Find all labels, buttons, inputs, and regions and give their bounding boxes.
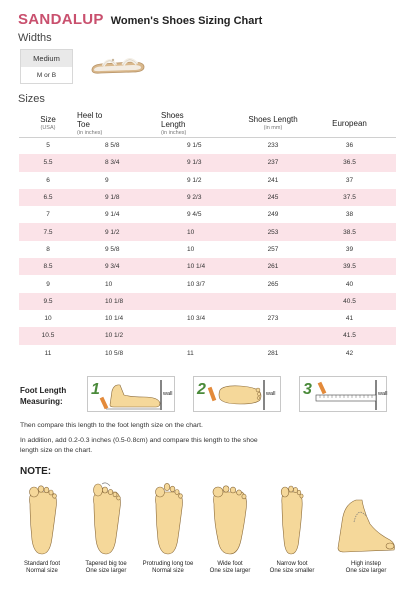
sizes-label: Sizes xyxy=(18,93,45,105)
cell-shoes-length-mm xyxy=(243,327,303,344)
cell-shoes-length-mm: 273 xyxy=(267,315,279,323)
cell-heel-to-toe: 10 1/2 xyxy=(77,327,161,344)
header-shoes-length-mm: Shoes Length (in mm) xyxy=(243,110,303,137)
wall-label: wall xyxy=(266,391,276,397)
page-title: Women's Shoes Sizing Chart xyxy=(110,15,263,27)
cell-european: 42 xyxy=(345,349,354,357)
cell-shoes-length-in: 9 2/3 xyxy=(161,189,243,206)
cell-size: 5.5 xyxy=(19,154,77,171)
cell-shoes-length-mm: 265 xyxy=(267,280,279,288)
cell-shoes-length-mm xyxy=(243,293,303,310)
narrow-foot-caption: Narrow foot One size smaller xyxy=(269,561,315,574)
cell-european: 38 xyxy=(345,211,354,219)
cell-shoes-length-mm: 253 xyxy=(243,223,303,240)
cell-heel-to-toe: 10 xyxy=(105,280,113,288)
width-option-value: M or B xyxy=(36,72,57,79)
cell-european: 40 xyxy=(345,280,354,288)
cell-heel-to-toe: 10 1/4 xyxy=(105,315,124,323)
cell-size: 7.5 xyxy=(19,223,77,240)
cell-shoes-length-in: 10 xyxy=(187,245,195,253)
cell-heel-to-toe: 9 xyxy=(105,176,109,184)
sandal-image xyxy=(89,52,147,76)
cell-size: 6.5 xyxy=(19,189,77,206)
cell-heel-to-toe: 9 1/8 xyxy=(77,189,161,206)
wide-foot-icon xyxy=(208,482,252,558)
step-number: 1 xyxy=(91,381,100,398)
cell-shoes-length-in: 10 3/4 xyxy=(187,315,206,323)
cell-european: 41.5 xyxy=(303,327,396,344)
cell-shoes-length-mm: 233 xyxy=(267,142,279,150)
widths-label: Widths xyxy=(18,32,52,44)
width-option-name: Medium xyxy=(21,50,72,67)
cell-shoes-length-in: 9 1/5 xyxy=(187,142,202,150)
cell-shoes-length-in: 9 1/2 xyxy=(187,176,202,184)
width-option-box xyxy=(20,49,73,84)
cell-shoes-length-mm: 249 xyxy=(267,211,279,219)
cell-shoes-length-mm: 241 xyxy=(267,176,279,184)
wall-label: wall xyxy=(163,391,173,397)
cell-shoes-length-in: 10 1/4 xyxy=(161,258,243,275)
table-row xyxy=(19,189,396,206)
header xyxy=(18,11,262,28)
cell-heel-to-toe: 10 1/8 xyxy=(77,293,161,310)
cell-european: 36 xyxy=(345,142,354,150)
header-heel-to-toe: Heel to Toe (in inches) xyxy=(77,110,161,137)
cell-shoes-length-mm: 261 xyxy=(243,258,303,275)
wide-foot-caption: Wide foot One size larger xyxy=(209,561,251,574)
size-table-body xyxy=(19,137,396,362)
cell-heel-to-toe: 9 1/4 xyxy=(105,211,120,219)
cell-heel-to-toe: 9 5/8 xyxy=(105,245,120,253)
long-toe-foot-icon xyxy=(148,482,188,558)
tapered-foot-caption: Tapered big toe One size larger xyxy=(85,561,127,574)
measure-step-2 xyxy=(193,376,281,412)
table-row xyxy=(19,172,396,189)
cell-size: 8 xyxy=(46,245,50,253)
cell-heel-to-toe: 9 1/2 xyxy=(77,223,161,240)
cell-heel-to-toe: 9 3/4 xyxy=(77,258,161,275)
ruler-icon xyxy=(300,377,388,413)
cell-size: 9.5 xyxy=(19,293,77,310)
cell-shoes-length-in: 10 3/7 xyxy=(187,280,206,288)
table-row xyxy=(19,154,396,171)
cell-shoes-length-in: 9 1/3 xyxy=(161,154,243,171)
measure-step-1 xyxy=(87,376,175,412)
cell-european: 36.5 xyxy=(303,154,396,171)
cell-european: 37 xyxy=(345,176,354,184)
compare-shoe-length-text: In addition, add 0.2-0.3 inches (0.5-0.8cm) and compare this length to the shoe length size on the chart. xyxy=(20,437,258,454)
wall-label: wall xyxy=(378,391,388,397)
cell-heel-to-toe: 10 5/8 xyxy=(105,349,124,357)
table-row xyxy=(19,223,396,240)
table-row xyxy=(19,258,396,275)
table-row xyxy=(19,293,396,310)
table-row xyxy=(19,275,396,292)
header-shoes-length-in: Shoes Length (in inches) xyxy=(161,110,243,137)
table-row xyxy=(19,241,396,258)
cell-size: 5 xyxy=(46,142,50,150)
measure-step-3 xyxy=(299,376,387,412)
high-instep-caption: High instep One size larger xyxy=(345,561,387,574)
table-row xyxy=(19,327,396,344)
table-row xyxy=(19,310,396,327)
standard-foot-icon xyxy=(22,482,62,558)
table-header-row xyxy=(19,110,396,137)
header-size: Size (USA) xyxy=(19,110,77,137)
cell-shoes-length-in: 11 xyxy=(187,349,194,357)
cell-heel-to-toe: 8 3/4 xyxy=(77,154,161,171)
cell-shoes-length-in: 10 xyxy=(161,223,243,240)
cell-size: 11 xyxy=(44,349,52,357)
measuring-label: Foot Length Measuring: xyxy=(20,386,67,406)
table-row xyxy=(19,206,396,223)
cell-size: 10.5 xyxy=(19,327,77,344)
high-instep-foot-icon xyxy=(334,482,398,558)
step-number: 3 xyxy=(303,381,312,398)
cell-european: 39 xyxy=(345,245,354,253)
table-row xyxy=(19,137,396,154)
cell-shoes-length-in xyxy=(161,327,243,344)
cell-shoes-length-mm: 281 xyxy=(267,349,279,357)
cell-european: 37.5 xyxy=(303,189,396,206)
cell-european: 41 xyxy=(345,315,354,323)
table-row xyxy=(19,345,396,362)
cell-shoes-length-mm: 257 xyxy=(267,245,279,253)
tapered-foot-icon xyxy=(86,482,126,558)
note-title: NOTE: xyxy=(20,466,52,477)
step-number: 2 xyxy=(197,381,206,398)
size-table xyxy=(19,110,396,362)
header-european: European xyxy=(303,110,396,137)
cell-shoes-length-mm: 237 xyxy=(243,154,303,171)
cell-heel-to-toe: 8 5/8 xyxy=(105,142,120,150)
cell-size: 7 xyxy=(46,211,50,219)
cell-shoes-length-in xyxy=(161,293,243,310)
cell-shoes-length-mm: 245 xyxy=(243,189,303,206)
brand-logo: SANDALUP xyxy=(18,11,104,28)
cell-shoes-length-in: 9 4/5 xyxy=(187,211,202,219)
cell-size: 10 xyxy=(44,315,52,323)
compare-foot-length-text: Then compare this length to the foot length size on the chart. xyxy=(20,422,203,429)
cell-european: 38.5 xyxy=(303,223,396,240)
standard-foot-caption: Standard foot Normal size xyxy=(23,561,61,574)
cell-european: 39.5 xyxy=(303,258,396,275)
cell-size: 9 xyxy=(46,280,50,288)
narrow-foot-icon xyxy=(272,482,310,558)
cell-size: 6 xyxy=(46,176,50,184)
long-toe-foot-caption: Protruding long toe Normal size xyxy=(142,561,194,574)
cell-size: 8.5 xyxy=(19,258,77,275)
cell-european: 40.5 xyxy=(303,293,396,310)
